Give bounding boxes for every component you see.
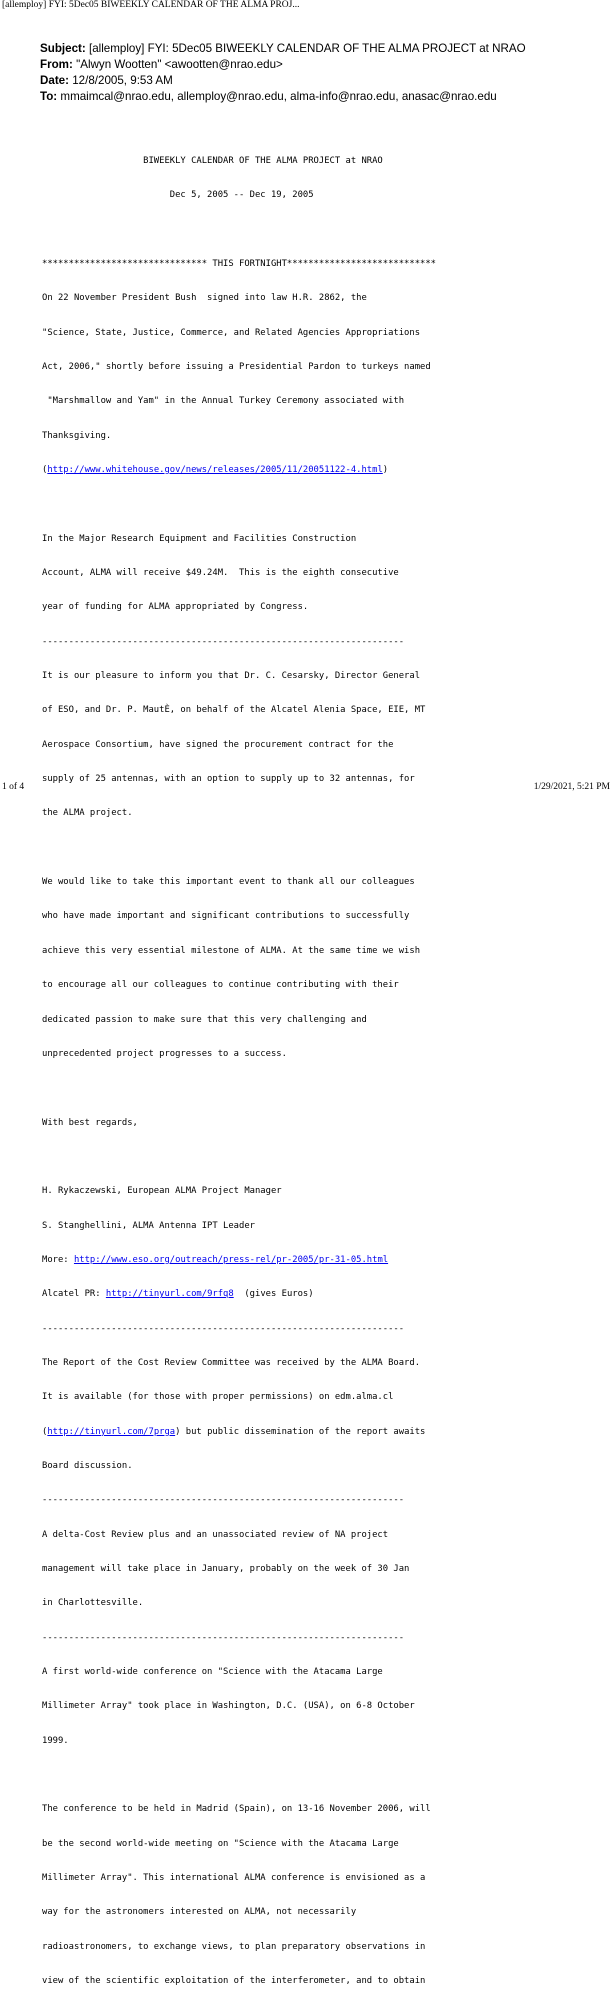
body-line: H. Rykaczewski, European ALMA Project Manager xyxy=(42,1186,282,1197)
body-line: Board discussion. xyxy=(42,1460,133,1471)
eso-press-release-link[interactable]: http://www.eso.org/outreach/press-rel/pr-2005/pr-31-05.html xyxy=(73,1254,389,1265)
body-line xyxy=(42,225,607,236)
body-line: It is available (for those with proper permissions) on edm.alma.cl xyxy=(42,1392,394,1403)
body-line-with-link xyxy=(42,465,607,476)
dissemination-note: ) but public dissemination of the report awaits xyxy=(175,1426,426,1437)
body-line: Aerospace Consortium, have signed the procurement contract for the xyxy=(42,739,394,750)
alcatel-pr-label: Alcatel PR: xyxy=(42,1289,106,1300)
body-line xyxy=(42,1152,607,1163)
tinyurl-7prga-link[interactable]: http://tinyurl.com/7prga xyxy=(47,1426,176,1437)
body-line: Account, ALMA will receive $49.24M. This is the eighth consecutive xyxy=(42,568,399,579)
page-number: 1 of 4 xyxy=(2,782,25,792)
body-line: radioastronomers, to exchange views, to plan preparatory observations in xyxy=(42,1941,426,1952)
body-line: to encourage all our colleagues to continue contributing with their xyxy=(42,980,399,991)
body-line: achieve this very essential milestone of ALMA. At the same time we wish xyxy=(42,945,421,956)
body-line xyxy=(42,1083,607,1094)
paren-open: ( xyxy=(42,465,48,475)
date-value: 12/8/2005, 9:53 AM xyxy=(72,74,173,87)
body-line-with-link xyxy=(42,1255,607,1266)
body-line: unprecedented project progresses to a success. xyxy=(42,1048,287,1059)
paren-open: ( xyxy=(42,1426,48,1437)
divider-line: -------------------------------------------------------------------- xyxy=(42,1323,405,1334)
print-header-title: [allemploy] FYI: 5Dec05 BIWEEKLY CALENDAR OF THE ALMA PROJ... xyxy=(2,0,300,10)
body-line xyxy=(42,843,607,854)
body-line: supply of 25 antennas, with an option to supply up to 32 antennas, for xyxy=(42,774,415,785)
subject-label: Subject: xyxy=(40,42,86,55)
body-line: We would like to take this important event to thank all our colleagues xyxy=(42,877,415,888)
whitehouse-release-link[interactable]: http://www.whitehouse.gov/news/releases/2005/11/20051122-4.html xyxy=(47,465,383,475)
email-body xyxy=(42,133,607,1999)
body-line: BIWEEKLY CALENDAR OF THE ALMA PROJECT at NRAO xyxy=(42,155,383,166)
to-value: mmaimcal@nrao.edu, allemploy@nrao.edu, alma-info@nrao.edu, anasac@nrao.edu xyxy=(60,90,497,103)
more-label: More: xyxy=(42,1254,74,1265)
from-row xyxy=(40,57,526,73)
to-label: To: xyxy=(40,90,58,103)
date-label: Date: xyxy=(40,74,69,87)
body-line: the ALMA project. xyxy=(42,808,133,819)
date-row xyxy=(40,73,526,89)
from-value: "Alwyn Wootten" <awootten@nrao.edu> xyxy=(76,58,283,71)
body-line: In the Major Research Equipment and Facilities Construction xyxy=(42,533,357,544)
body-line: ******************************* THIS FORTNIGHT**************************** xyxy=(42,258,437,269)
subject-row xyxy=(40,41,526,57)
paren-close: ) xyxy=(382,465,389,475)
euros-note: (gives Euros) xyxy=(233,1289,314,1300)
body-line: be the second world-wide meeting on "Science with the Atacama Large xyxy=(42,1838,399,1849)
body-line: Dec 5, 2005 -- Dec 19, 2005 xyxy=(42,190,314,201)
body-line: of ESO, and Dr. P. MautÈ, on behalf of the Alcatel Alenia Space, EIE, MT xyxy=(42,705,426,716)
body-line: The Report of the Cost Review Committee was received by the ALMA Board. xyxy=(42,1357,421,1368)
body-line-with-link xyxy=(42,1427,607,1438)
body-line: in Charlottesville. xyxy=(42,1598,144,1609)
from-label: From: xyxy=(40,58,73,71)
body-line: S. Stanghellini, ALMA Antenna IPT Leader xyxy=(42,1220,255,1231)
body-line: The conference to be held in Madrid (Spain), on 13-16 November 2006, will xyxy=(42,1804,431,1815)
body-line-with-link xyxy=(42,1289,607,1300)
body-line: A delta-Cost Review plus and an unassociated review of NA project xyxy=(42,1529,389,1540)
body-line: On 22 November President Bush signed into law H.R. 2862, the xyxy=(42,293,367,304)
divider-line: -------------------------------------------------------------------- xyxy=(42,1632,405,1643)
body-line: year of funding for ALMA appropriated by Congress. xyxy=(42,602,309,613)
body-line: A first world-wide conference on "Science with the Atacama Large xyxy=(42,1667,383,1678)
body-line: Act, 2006," shortly before issuing a Presidential Pardon to turkeys named xyxy=(42,361,431,372)
body-line: "Marshmallow and Yam" in the Annual Turkey Ceremony associated with xyxy=(42,396,405,407)
body-line: way for the astronomers interested on ALMA, not necessarily xyxy=(42,1907,357,1918)
body-line: 1999. xyxy=(42,1735,69,1746)
print-timestamp: 1/29/2021, 5:21 PM xyxy=(533,782,610,792)
subject-value: [allemploy] FYI: 5Dec05 BIWEEKLY CALENDAR OF THE ALMA PROJECT at NRAO xyxy=(88,42,526,55)
to-row xyxy=(40,89,526,105)
tinyurl-9rfq8-link[interactable]: http://tinyurl.com/9rfq8 xyxy=(105,1289,234,1300)
body-line xyxy=(42,499,607,510)
body-line: With best regards, xyxy=(42,1117,138,1128)
divider-line: -------------------------------------------------------------------- xyxy=(42,1495,405,1506)
body-line: Millimeter Array" took place in Washington, D.C. (USA), on 6-8 October xyxy=(42,1701,415,1712)
body-line xyxy=(42,1770,607,1781)
email-metadata xyxy=(40,41,526,105)
body-line: "Science, State, Justice, Commerce, and Related Agencies Appropriations xyxy=(42,327,421,338)
body-line: It is our pleasure to inform you that Dr. C. Cesarsky, Director General xyxy=(42,671,421,682)
body-line: management will take place in January, probably on the week of 30 Jan xyxy=(42,1564,410,1574)
divider-line: -------------------------------------------------------------------- xyxy=(42,636,405,647)
body-line: who have made important and significant contributions to successfully xyxy=(42,911,410,922)
body-line: Millimeter Array". This international ALMA conference is envisioned as a xyxy=(42,1873,426,1884)
body-line: dedicated passion to make sure that this very challenging and xyxy=(42,1014,367,1025)
body-line: Thanksgiving. xyxy=(42,430,112,441)
body-line: view of the scientific exploitation of the interferometer, and to obtain xyxy=(42,1976,426,1987)
